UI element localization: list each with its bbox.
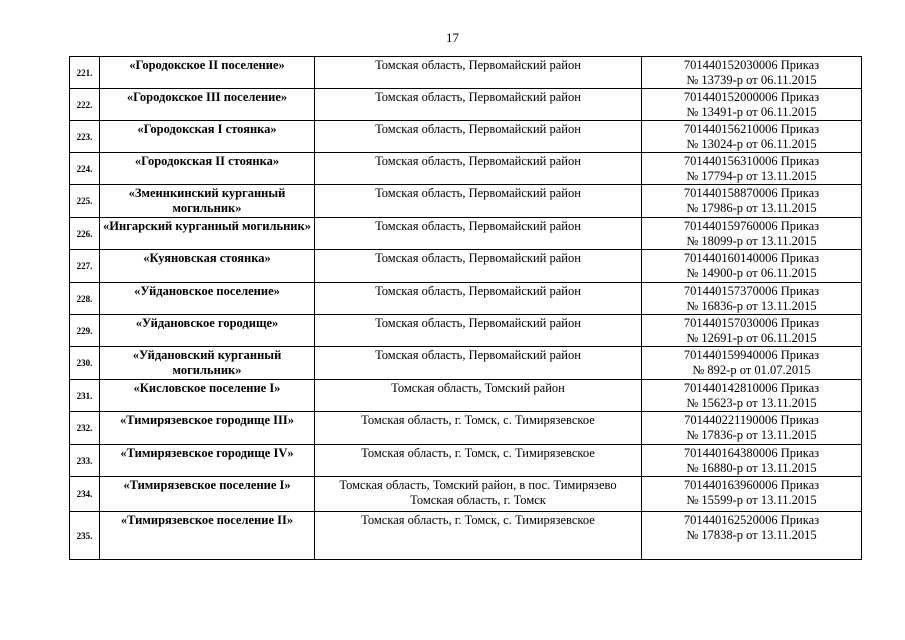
table-row (70, 218, 862, 250)
location-line: Томская область, Первомайский район (375, 348, 581, 362)
location-line: Томская область, Томский район, в пос. Тимирязево (339, 478, 617, 492)
registry-line: № 17838-р от 13.11.2015 (686, 527, 817, 542)
registry-line: 701440142810006 Приказ (683, 381, 820, 395)
table-row (70, 89, 862, 121)
registry-line: № 16836-р от 13.11.2015 (686, 298, 817, 313)
registry-line: № 18099-р от 13.11.2015 (686, 233, 817, 248)
monument-name: «Городокская I стоянка» (100, 121, 315, 153)
table-row (70, 121, 862, 153)
row-number: 225. (70, 185, 100, 218)
registry-line: № 16880-р от 13.11.2015 (686, 460, 817, 475)
monument-name: «Городокское III поселение» (100, 89, 315, 121)
table-row (70, 57, 862, 89)
registry-line: № 13739-р от 06.11.2015 (686, 72, 817, 87)
registry-order (642, 250, 862, 283)
monument-location (315, 380, 642, 412)
row-number: 222. (70, 89, 100, 121)
registry-line: 701440156310006 Приказ (683, 154, 820, 168)
monument-location (315, 347, 642, 380)
registry-line: 701440152000006 Приказ (683, 90, 820, 104)
registry-line: № 17794-р от 13.11.2015 (686, 168, 817, 183)
monument-name: «Тимирязевское поселение I» (100, 477, 315, 512)
registry-order (642, 477, 862, 512)
table-row (70, 315, 862, 347)
registry-order (642, 512, 862, 560)
monument-name: «Уйдановский курганный могильник» (100, 347, 315, 380)
monument-name: «Кисловское поселение I» (100, 380, 315, 412)
location-line: Томская область, г. Томск, с. Тимирязевское (361, 446, 595, 460)
registry-line: 701440160140006 Приказ (683, 251, 820, 265)
row-number: 235. (70, 512, 100, 560)
registry-line: № 17836-р от 13.11.2015 (686, 427, 817, 442)
registry-line: № 17986-р от 13.11.2015 (686, 200, 817, 215)
registry-order (642, 218, 862, 250)
location-line: Томская область, Первомайский район (375, 154, 581, 168)
monument-name: «Уйдановское городище» (100, 315, 315, 347)
monument-name: «Тимирязевское городище IV» (100, 445, 315, 477)
registry-order (642, 89, 862, 121)
row-number: 221. (70, 57, 100, 89)
registry-order (642, 57, 862, 89)
registry-line: № 15599-р от 13.11.2015 (686, 492, 817, 507)
row-number: 227. (70, 250, 100, 283)
monument-location (315, 57, 642, 89)
table-body (70, 57, 862, 560)
location-line: Томская область, г. Томск, с. Тимирязевское (361, 513, 595, 527)
location-line: Томская область, Первомайский район (375, 122, 581, 136)
location-line: Томская область, Томский район (391, 381, 565, 395)
monument-name: «Уйдановское поселение» (100, 283, 315, 315)
registry-order (642, 121, 862, 153)
monuments-table (69, 56, 862, 560)
table-row (70, 283, 862, 315)
monument-location (315, 153, 642, 185)
row-number: 232. (70, 412, 100, 445)
monument-name: «Ингарский курганный могильник» (100, 218, 315, 250)
location-line: Томская область, Первомайский район (375, 58, 581, 72)
table-row (70, 347, 862, 380)
monument-location (315, 185, 642, 218)
monument-name: «Тимирязевское поселение II» (100, 512, 315, 560)
registry-line: 701440158870006 Приказ (683, 186, 820, 200)
registry-line: № 15623-р от 13.11.2015 (686, 395, 817, 410)
row-number: 224. (70, 153, 100, 185)
monument-location (315, 218, 642, 250)
monument-name: «Змеинкинский курганный могильник» (100, 185, 315, 218)
monument-location (315, 412, 642, 445)
registry-line: 701440164380006 Приказ (683, 446, 820, 460)
row-number: 234. (70, 477, 100, 512)
registry-order (642, 315, 862, 347)
registry-order (642, 347, 862, 380)
registry-line: 701440159760006 Приказ (683, 219, 820, 233)
location-line: Томская область, Первомайский район (375, 316, 581, 330)
row-number: 226. (70, 218, 100, 250)
monument-location (315, 512, 642, 560)
table-row (70, 412, 862, 445)
registry-line: № 14900-р от 06.11.2015 (686, 265, 817, 280)
monument-location (315, 250, 642, 283)
row-number: 229. (70, 315, 100, 347)
location-line: Томская область, Первомайский район (375, 186, 581, 200)
table-row (70, 445, 862, 477)
row-number: 228. (70, 283, 100, 315)
registry-order (642, 283, 862, 315)
table-row (70, 477, 862, 512)
registry-line: 701440157030006 Приказ (683, 316, 820, 330)
monument-location (315, 315, 642, 347)
registry-line: 701440152030006 Приказ (683, 58, 820, 72)
registry-line: № 13024-р от 06.11.2015 (686, 136, 817, 151)
registry-line: 701440162520006 Приказ (683, 513, 820, 527)
row-number: 230. (70, 347, 100, 380)
registry-line: 701440163960006 Приказ (683, 478, 820, 492)
monument-location (315, 121, 642, 153)
monument-name: «Тимирязевское городище III» (100, 412, 315, 445)
location-line: Томская область, г. Томск, с. Тимирязевское (361, 413, 595, 427)
registry-order (642, 185, 862, 218)
location-line: Томская область, Первомайский район (375, 90, 581, 104)
registry-order (642, 153, 862, 185)
location-line: Томская область, Первомайский район (375, 284, 581, 298)
registry-line: 701440157370006 Приказ (683, 284, 820, 298)
registry-line: 701440156210006 Приказ (683, 122, 820, 136)
registry-line: 701440159940006 Приказ (683, 348, 820, 362)
monument-location (315, 477, 642, 512)
table-row (70, 512, 862, 560)
monument-name: «Городокская II стоянка» (100, 153, 315, 185)
row-number: 223. (70, 121, 100, 153)
table-row (70, 250, 862, 283)
registry-line: № 12691-р от 06.11.2015 (686, 330, 817, 345)
location-line: Томская область, Первомайский район (375, 219, 581, 233)
page-number: 17 (446, 30, 459, 45)
table-row (70, 185, 862, 218)
row-number: 233. (70, 445, 100, 477)
table-row (70, 153, 862, 185)
registry-line: 701440221190006 Приказ (684, 413, 819, 427)
registry-line: № 13491-р от 06.11.2015 (686, 104, 817, 119)
monument-location (315, 89, 642, 121)
monument-location (315, 283, 642, 315)
row-number: 231. (70, 380, 100, 412)
registry-order (642, 380, 862, 412)
registry-order (642, 445, 862, 477)
table-row (70, 380, 862, 412)
registry-line: № 892-р от 01.07.2015 (692, 362, 811, 377)
location-line: Томская область, г. Томск (410, 492, 546, 507)
location-line: Томская область, Первомайский район (375, 251, 581, 265)
monument-name: «Городокское II поселение» (100, 57, 315, 89)
registry-order (642, 412, 862, 445)
monument-location (315, 445, 642, 477)
monument-name: «Куяновская стоянка» (100, 250, 315, 283)
